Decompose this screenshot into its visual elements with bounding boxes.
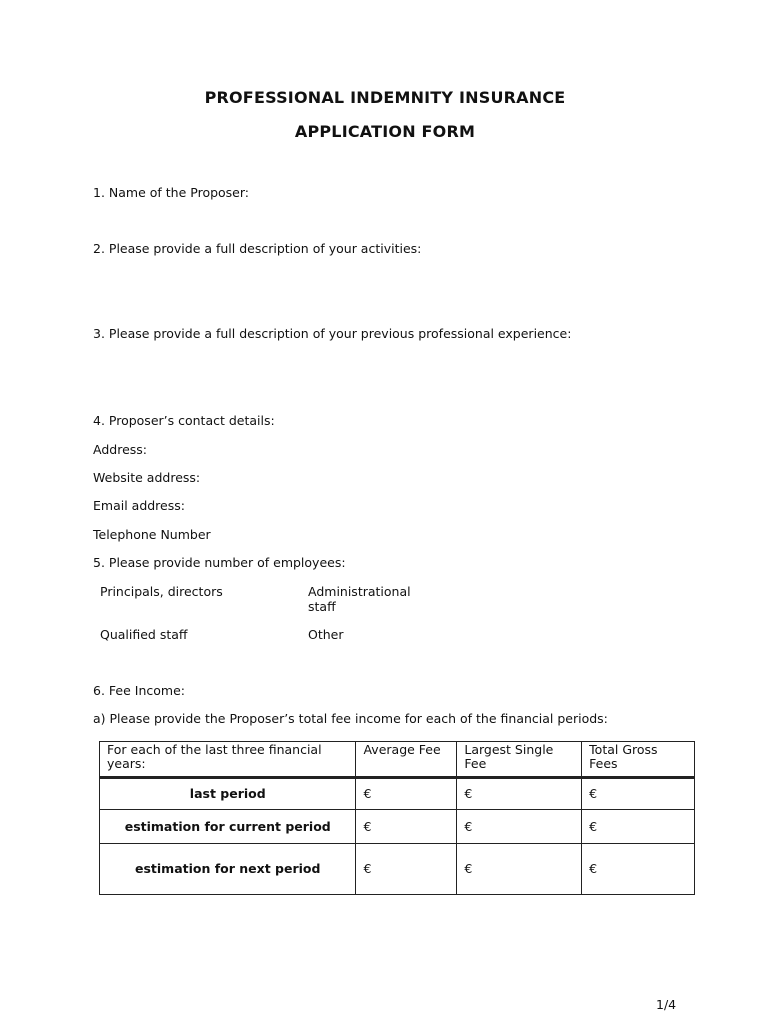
form-subtitle: APPLICATION FORM xyxy=(294,122,476,141)
qualified-staff-label: Qualified staff xyxy=(100,627,188,642)
row-label-last-period: last period xyxy=(100,778,356,810)
other-staff-label: Other xyxy=(308,627,344,642)
average-fee-cell[interactable]: € xyxy=(356,778,457,810)
total-gross-cell[interactable]: € xyxy=(582,810,695,844)
table-header-row xyxy=(100,742,695,778)
column-header-largest-fee: Largest Single Fee xyxy=(457,742,582,778)
table-row xyxy=(100,844,695,895)
telephone-label: Telephone Number xyxy=(93,527,211,542)
row-label-next-period: estimation for next period xyxy=(100,844,356,895)
table-row xyxy=(100,810,695,844)
average-fee-cell[interactable]: € xyxy=(356,844,457,895)
column-header-total-gross: Total Gross Fees xyxy=(582,742,695,778)
question-4-contact: 4. Proposer’s contact details: xyxy=(93,413,275,428)
largest-fee-cell[interactable]: € xyxy=(457,810,582,844)
largest-fee-cell[interactable]: € xyxy=(457,778,582,810)
column-header-average-fee: Average Fee xyxy=(356,742,457,778)
question-3-experience: 3. Please provide a full description of your previous professional experience: xyxy=(93,326,572,341)
average-fee-cell[interactable]: € xyxy=(356,810,457,844)
total-gross-cell[interactable]: € xyxy=(582,844,695,895)
question-6a-fee-periods: a) Please provide the Proposer’s total fee income for each of the financial periods: xyxy=(93,711,608,726)
row-label-current-period: estimation for current period xyxy=(100,810,356,844)
largest-fee-cell[interactable]: € xyxy=(457,844,582,895)
administrational-staff-label: Administrational staff xyxy=(308,584,411,614)
question-2-activities: 2. Please provide a full description of your activities: xyxy=(93,241,422,256)
fee-income-table xyxy=(99,741,695,895)
website-label: Website address: xyxy=(93,470,201,485)
question-6-fee-income: 6. Fee Income: xyxy=(93,683,185,698)
principals-label: Principals, directors xyxy=(100,584,223,599)
address-label: Address: xyxy=(93,442,147,457)
question-1-name: 1. Name of the Proposer: xyxy=(93,185,250,200)
question-5-employees: 5. Please provide number of employees: xyxy=(93,555,346,570)
page-number: 1/4 xyxy=(656,997,677,1012)
form-title: PROFESSIONAL INDEMNITY INSURANCE xyxy=(204,88,566,107)
total-gross-cell[interactable]: € xyxy=(582,778,695,810)
table-row xyxy=(100,778,695,810)
column-header-years: For each of the last three financial years: xyxy=(100,742,356,778)
email-label: Email address: xyxy=(93,498,185,513)
